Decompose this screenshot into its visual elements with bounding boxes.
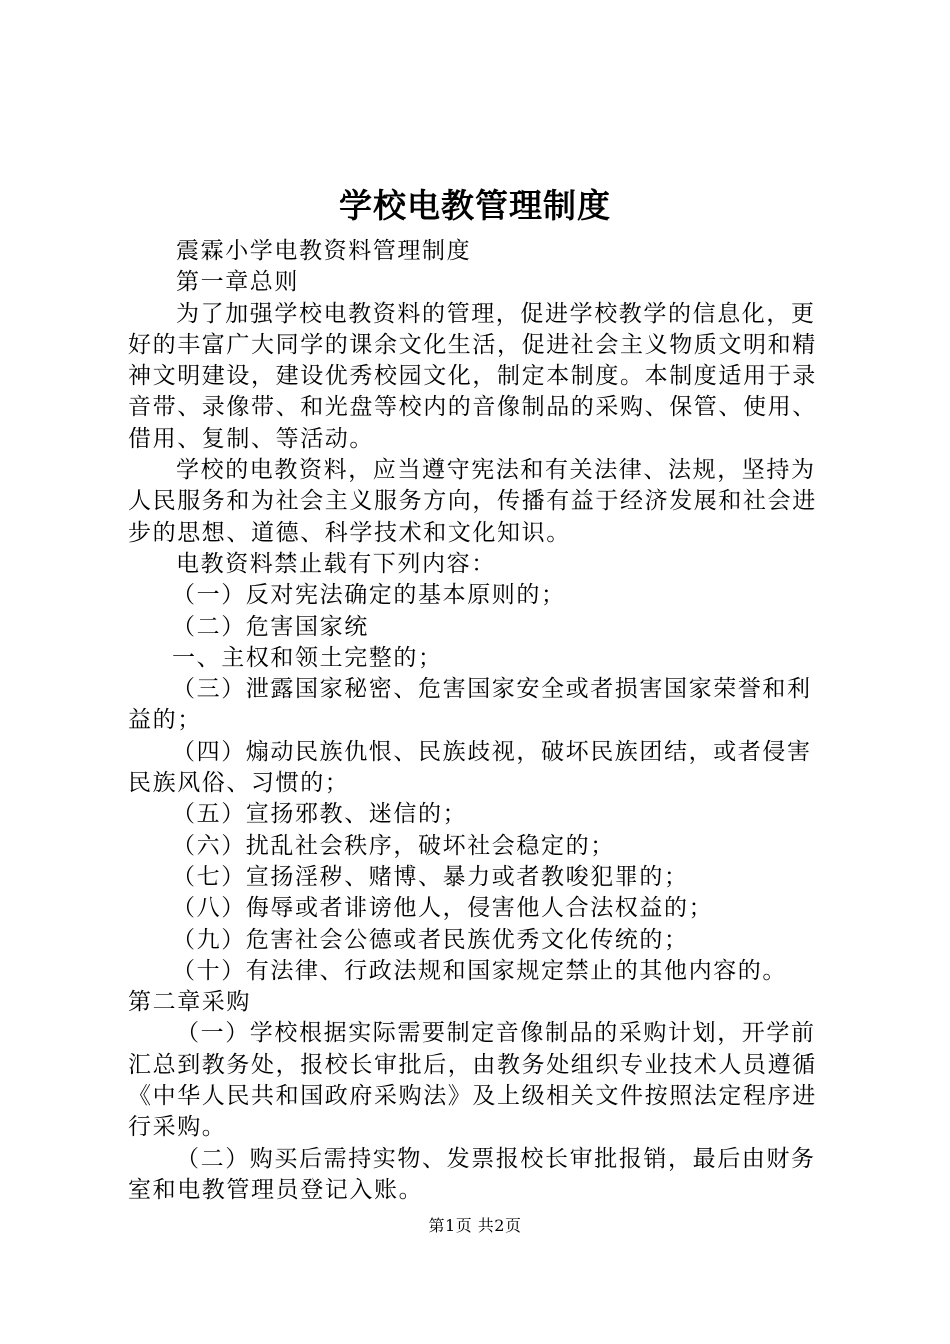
list-item: （六）扰乱社会秩序，破坏社会稳定的； bbox=[172, 832, 615, 859]
list-item: （一）学校根据实际需要制定音像制品的采购计划，开学前汇总到教务处，报校长审批后，由教务处组织专业技术人员遵循《中华人民共和国政府采购法》及上级相关文件按照法定程序进行采购。 bbox=[128, 1020, 817, 1141]
list-item: （二）购买后需持实物、发票报校长审批报销，最后由财务室和电教管理员登记入账。 bbox=[128, 1145, 816, 1203]
list-item: （八）侮辱或者诽谤他人，侵害他人合法权益的； bbox=[172, 895, 714, 922]
list-item: （一）反对宪法确定的基本原则的； bbox=[172, 582, 566, 609]
document-title: 学校电教管理制度 bbox=[339, 186, 611, 225]
list-item: 一、主权和领土完整的； bbox=[172, 644, 443, 671]
list-item: （七）宣扬淫秽、赌博、暴力或者教唆犯罪的； bbox=[172, 863, 689, 890]
chapter-heading: 第二章采购 bbox=[128, 989, 251, 1016]
chapter-heading: 第一章总则 bbox=[176, 269, 299, 296]
body-paragraph: 学校的电教资料，应当遵守宪法和有关法律、法规，坚持为人民服务和为社会主义服务方向，传播有益于经济发展和社会进步的思想、道德、科学技术和文化知识。 bbox=[128, 457, 817, 546]
list-item: （十）有法律、行政法规和国家规定禁止的其他内容的。 bbox=[172, 957, 787, 984]
document-body bbox=[128, 236, 828, 1206]
list-item: （四）煽动民族仇恨、民族歧视，破坏民族团结，或者侵害民族风俗、习惯的； bbox=[128, 738, 812, 797]
subtitle-paragraph: 震霖小学电教资料管理制度 bbox=[176, 238, 472, 264]
list-item: （三）泄露国家秘密、危害国家安全或者损害国家荣誉和利益的； bbox=[128, 676, 812, 734]
list-item: （二）危害国家统 bbox=[172, 613, 369, 640]
list-item: （九）危害社会公德或者民族优秀文化传统的； bbox=[172, 926, 689, 953]
body-paragraph: 电教资料禁止载有下列内容： bbox=[176, 550, 496, 577]
page-footer: 第1页 共2页 bbox=[428, 1216, 522, 1235]
body-paragraph: 为了加强学校电教资料的管理，促进学校教学的信息化，更好的丰富广大同学的课余文化生活，促进社会主义物质文明和精神文明建设，建设优秀校园文化，制定本制度。本制度适用于录音带、录像带、和光盘等校内的音像制品的采购、保管、使用、借用、复制、等活动。 bbox=[128, 300, 817, 452]
list-item: （五）宣扬邪教、迷信的； bbox=[172, 801, 468, 828]
